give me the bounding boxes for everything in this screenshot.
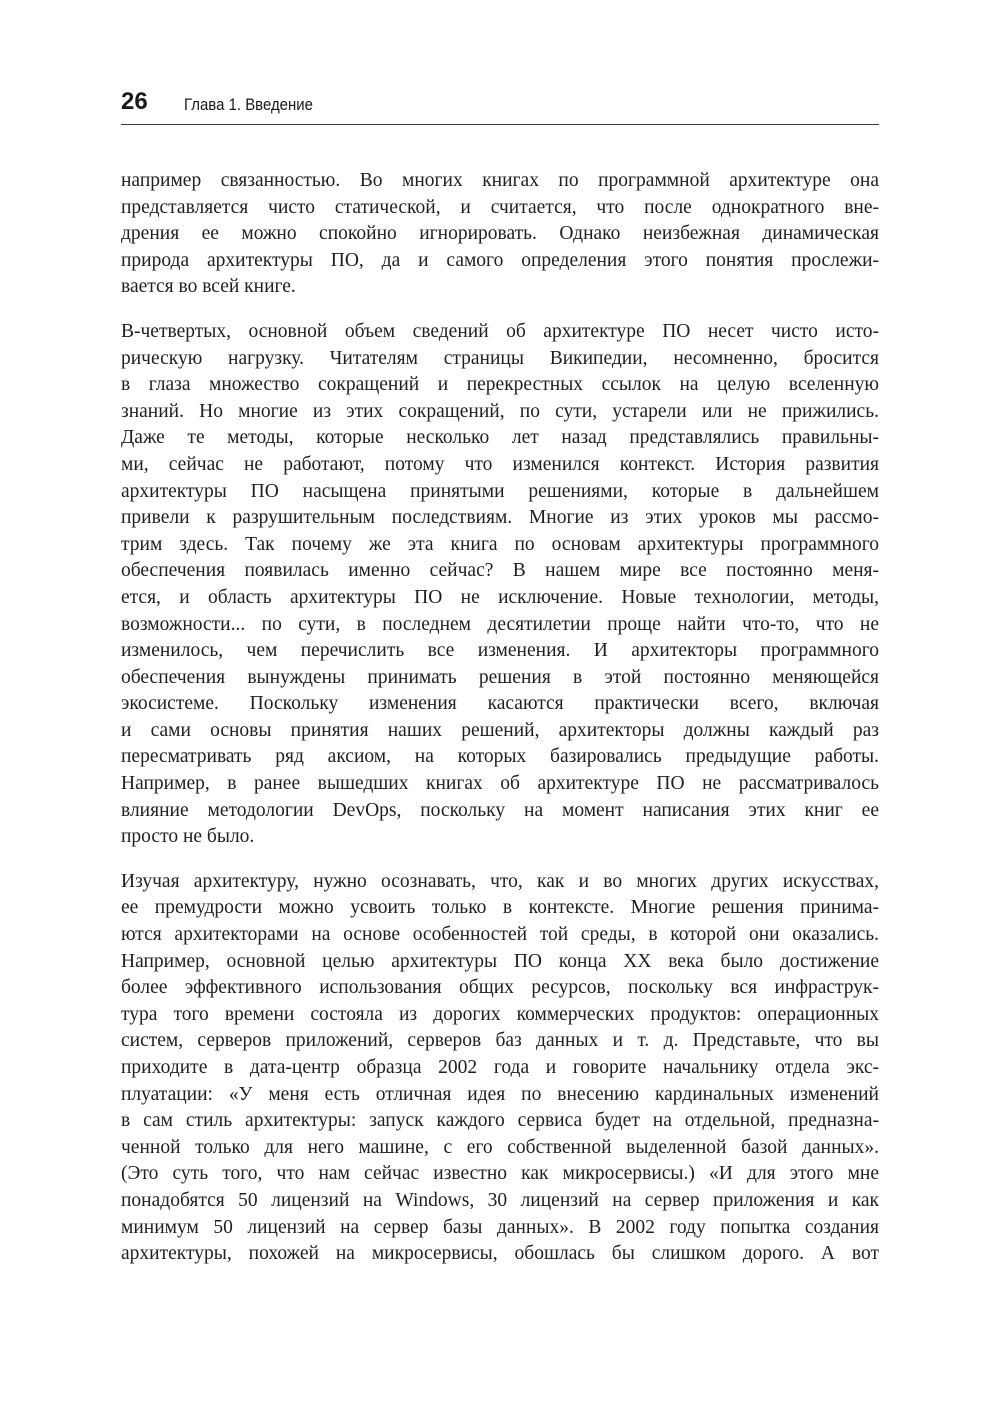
text-line: вается во всей книге. [121, 276, 296, 298]
text-line: ее премудрости можно усвоить только в контексте. Многие решения принима- [121, 897, 879, 919]
text-line: ются архитекторами на основе особенностей той среды, в которой они оказались. [121, 924, 879, 946]
text-line: изменилось, чем перечислить все изменения. И архитекторы программного [121, 640, 879, 662]
text-line: дрения ее можно спокойно игнорировать. Однако неизбежная динамическая [121, 223, 879, 245]
text-line: природа архитектуры ПО, да и самого определения этого понятия прослежи- [121, 249, 879, 271]
text-line: архитектуры, похожей на микросервисы, обошлась бы слишком дорого. А вот [121, 1243, 879, 1265]
text-line: обеспечения вынуждены принимать решения в этой постоянно меняющейся [121, 666, 879, 688]
text-line: влияние методологии DevOps, поскольку на момент написания этих книг ее [121, 799, 879, 821]
paragraph [121, 168, 879, 301]
text-line: например связанностью. Во многих книгах по программной архитектуре она [121, 170, 879, 191]
text-line: (Это суть того, что нам сейчас известно как микросервисы.) «И для этого мне [121, 1163, 879, 1185]
text-line: архитектуры ПО насыщена принятыми решениями, которые в дальнейшем [121, 480, 879, 502]
text-line: понадобятся 50 лицензий на Windows, 30 лицензий на сервер приложения и как [121, 1189, 879, 1211]
text-line: просто не было. [121, 826, 255, 848]
text-line: минимум 50 лицензий на сервер базы данных». В 2002 году попытка создания [121, 1216, 879, 1238]
running-header [121, 86, 879, 125]
text-line: более эффективного использования общих ресурсов, поскольку вся инфраструк- [121, 977, 879, 999]
text-line: и сами основы принятия наших решений, архитекторы должны каждый раз [121, 719, 879, 741]
text-line: Например, в ранее вышедших книгах об архитектуре ПО не рассматривалось [121, 773, 879, 795]
page-number: 26 [121, 88, 148, 115]
body-text [121, 168, 879, 1286]
text-line: Даже те методы, которые несколько лет назад представлялись правильны- [121, 427, 879, 449]
text-line: систем, серверов приложений, серверов баз данных и т. д. Представьте, что вы [121, 1030, 879, 1052]
text-line: представляется чисто статической, и считается, что после однократного вне- [121, 196, 879, 218]
chapter-title: Глава 1. Введение [184, 95, 313, 114]
text-line: тура того времени состояла из дорогих коммерческих продуктов: операционных [121, 1003, 879, 1025]
text-line: ется, и область архитектуры ПО не исключение. Новые технологии, методы, [121, 586, 879, 608]
text-line: ченной только для него машине, с его собственной выделенной базой данных». [121, 1136, 879, 1158]
text-line: Изучая архитектуру, нужно осознавать, что, как и во многих других искусствах, [121, 870, 879, 892]
text-line: обеспечения появилась именно сейчас? В нашем мире все постоянно меня- [121, 560, 879, 582]
paragraph [121, 319, 879, 851]
text-line: Например, основной целью архитектуры ПО конца XX века было достижение [121, 950, 879, 972]
text-line: возможности... по сути, в последнем десятилетии проще найти что-то, что не [121, 613, 879, 635]
text-line: знаний. Но многие из этих сокращений, по сути, устарели или не прижились. [121, 400, 879, 422]
paragraph [121, 869, 879, 1268]
text-line: приходите в дата-центр образца 2002 года и говорите начальнику отдела экс- [121, 1057, 879, 1078]
text-line: пересматривать ряд аксиом, на которых базировались предыдущие работы. [121, 746, 879, 768]
text-line: рическую нагрузку. Читателям страницы Википедии, несомненно, бросится [121, 347, 879, 369]
text-line: плуатации: «У меня есть отличная идея по внесению кардинальных изменений [121, 1083, 879, 1105]
text-line: в глаза множество сокращений и перекрестных ссылок на целую вселенную [121, 374, 879, 396]
text-line: ми, сейчас не работают, потому что изменился контекст. История развития [121, 453, 879, 475]
text-line: экосистеме. Поскольку изменения касаются практически всего, включая [121, 693, 879, 715]
text-line: В-четвертых, основной объем сведений об архитектуре ПО несет чисто исто- [121, 320, 879, 342]
text-line: трим здесь. Так почему же эта книга по основам архитектуры программного [121, 533, 879, 555]
text-line: привели к разрушительным последствиям. Многие из этих уроков мы рассмо- [121, 507, 879, 529]
text-line: в сам стиль архитектуры: запуск каждого сервиса будет на отдельной, предназна- [121, 1110, 879, 1132]
